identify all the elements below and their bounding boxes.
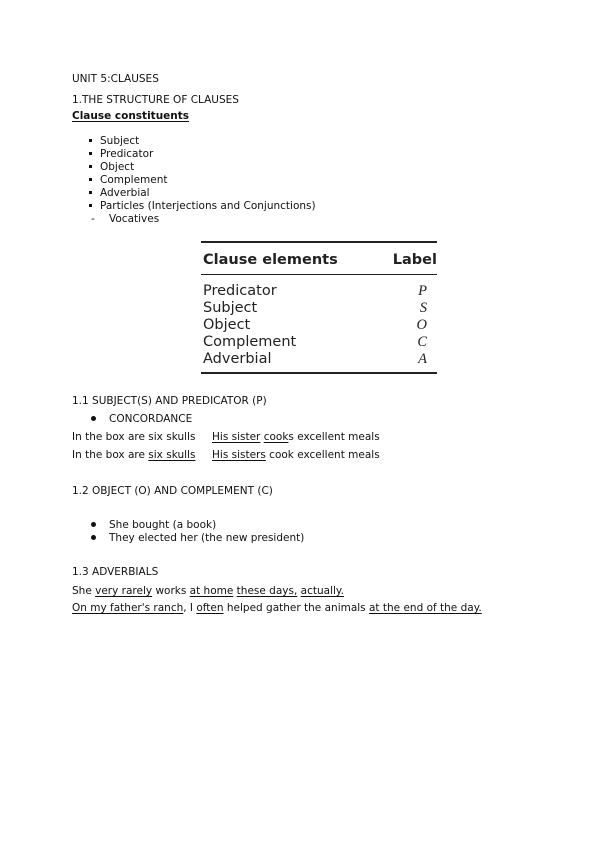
list-item-text: Predicator <box>100 148 154 160</box>
section-1-2-title: 1.2 OBJECT (O) AND COMPLEMENT (C) <box>72 485 273 497</box>
example-line-2-left <box>72 449 195 461</box>
sentence-part: works <box>152 585 190 597</box>
table-row <box>203 300 435 317</box>
table-top-rule <box>201 241 437 243</box>
section-1-title: 1.THE STRUCTURE OF CLAUSES <box>72 94 239 106</box>
list-item <box>89 174 316 187</box>
sentence-rest: cook excellent meals <box>265 449 380 461</box>
list-item-text: Adverbial <box>100 187 150 199</box>
example-text: She bought (a book) <box>109 519 217 531</box>
dash-bullet: - <box>91 213 95 225</box>
list-item <box>89 148 316 161</box>
underlined-adverbial: often <box>196 602 224 614</box>
list-item-text: Complement <box>100 174 168 186</box>
clause-elements-table <box>201 241 437 376</box>
table-cell-label: C <box>417 334 427 350</box>
underlined-adverbial: at home <box>189 585 234 597</box>
list-item <box>89 200 316 213</box>
vocatives-text: Vocatives <box>109 213 160 225</box>
table-header-rule <box>201 274 437 275</box>
bullet-icon <box>89 178 92 181</box>
list-item-text: Object <box>100 161 135 173</box>
list-item <box>89 161 316 174</box>
example-line-1-left: In the box are six skulls <box>72 431 196 443</box>
example-text: They elected her (the new president) <box>109 532 305 544</box>
sentence-part: , I <box>183 602 197 614</box>
table-cell-label: A <box>418 351 427 367</box>
concordance-item <box>91 413 192 425</box>
table-row <box>203 334 435 351</box>
adverbial-sentence-1 <box>72 585 344 597</box>
underlined-adverbial: actually. <box>300 585 344 597</box>
table-row <box>203 283 435 300</box>
sentence-part: helped gather the animals <box>223 602 369 614</box>
adverbial-sentence-2 <box>72 602 482 614</box>
section-1-3-title: 1.3 ADVERBIALS <box>72 566 159 578</box>
bullet-icon <box>91 535 96 540</box>
underlined-adverbial: very rarely <box>95 585 153 597</box>
table-header-label: Label <box>392 252 437 268</box>
table-cell-element: Adverbial <box>203 351 272 367</box>
table-cell-element: Object <box>203 317 251 333</box>
clause-constituents-heading: Clause constituents <box>72 110 190 122</box>
bullet-icon <box>91 522 96 527</box>
concordance-text: CONCORDANCE <box>109 413 193 425</box>
table-cell-element: Predicator <box>203 283 277 299</box>
bullet-icon <box>91 416 96 421</box>
bullet-icon <box>89 191 92 194</box>
table-cell-element: Subject <box>203 300 258 316</box>
vocatives-item <box>91 213 159 225</box>
underlined-subject: His sister <box>212 431 261 443</box>
list-item-text: Particles (Interjections and Conjunctions) <box>100 200 316 212</box>
underlined-adverbial: On my father's ranch <box>72 602 184 614</box>
table-row <box>203 351 435 368</box>
sentence-rest: s excellent meals <box>288 431 380 443</box>
table-cell-element: Complement <box>203 334 297 350</box>
example-12-item <box>91 519 216 531</box>
underlined-adverbial: these days <box>236 585 294 597</box>
list-item <box>89 135 316 148</box>
list-item-text: Subject <box>100 135 140 147</box>
constituents-list <box>89 135 316 213</box>
example-line-1-right <box>212 431 380 443</box>
table-cell-label: P <box>418 283 427 299</box>
sentence-part: In the box are <box>72 449 149 461</box>
unit-title: UNIT 5:CLAUSES <box>72 73 159 85</box>
table-bottom-rule <box>201 372 437 374</box>
bullet-icon <box>89 152 92 155</box>
underlined-subject: six skulls <box>148 449 196 461</box>
underlined-comma: , <box>293 585 298 597</box>
bullet-icon <box>89 139 92 142</box>
example-line-2-right <box>212 449 380 461</box>
bullet-icon <box>89 204 92 207</box>
table-header-elements: Clause elements <box>203 252 338 268</box>
underlined-adverbial: at the end of the day. <box>369 602 482 614</box>
sentence-part: She <box>72 585 96 597</box>
table-cell-label: S <box>419 300 427 316</box>
underlined-predicator: cook <box>263 431 289 443</box>
section-1-1-title: 1.1 SUBJECT(S) AND PREDICATOR (P) <box>72 395 267 407</box>
bullet-icon <box>89 165 92 168</box>
list-item <box>89 187 316 200</box>
table-row <box>203 317 435 334</box>
table-cell-label: O <box>416 317 427 333</box>
underlined-subject: His sisters <box>212 449 266 461</box>
example-12-item <box>91 532 304 544</box>
